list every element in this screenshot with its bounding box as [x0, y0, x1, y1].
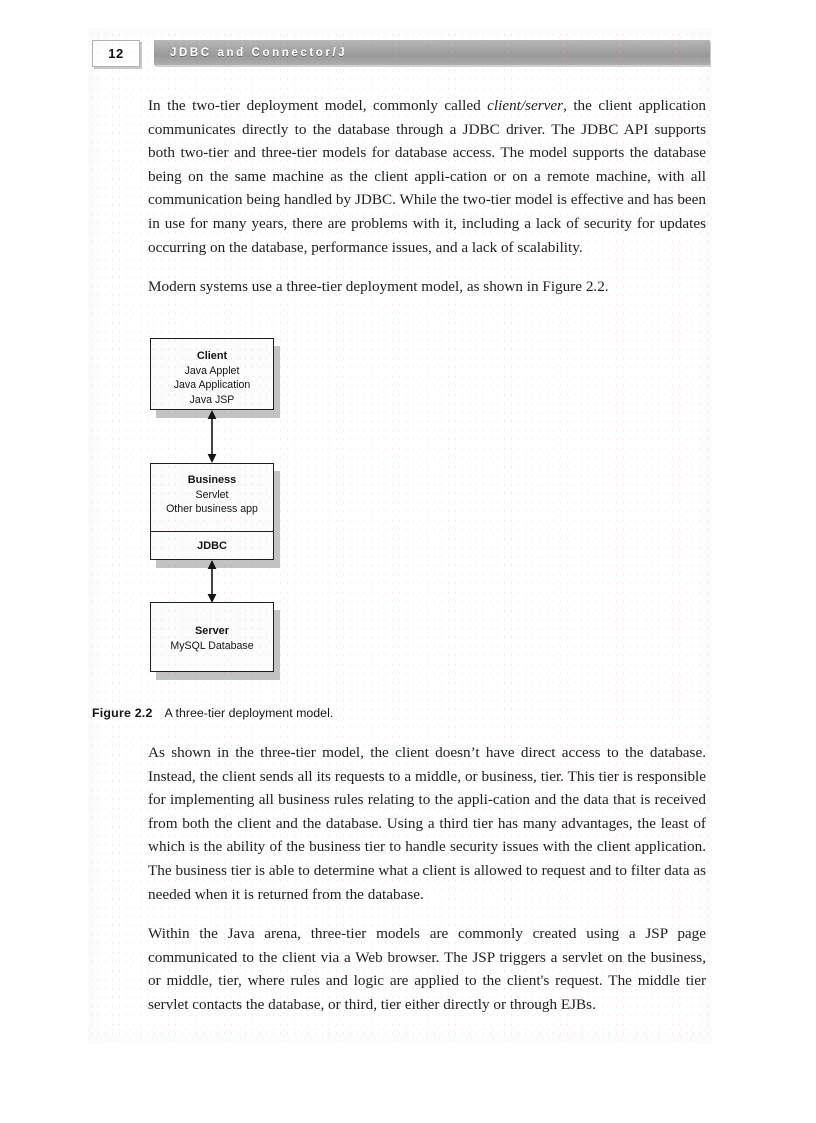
paragraph-2: Modern systems use a three-tier deployment model, as shown in Figure 2.2. [148, 278, 609, 296]
server-box-line-1: MySQL Database [170, 639, 254, 652]
business-box [150, 463, 274, 560]
server-box-title: Server [195, 625, 229, 637]
paragraph-1-italic-term: client/server [487, 97, 564, 114]
double-headed-arrow-icon [205, 560, 219, 603]
paragraph-1 [148, 94, 706, 259]
paragraph-4: Within the Java arena, three-tier models are commonly created using a JSP page communicated to the client via a Web browser. The JSP triggers a servlet on the business, or middle, tier, where rules and logic are applied to the client's request. The middle tier servlet contacts the database, or third, tier either directly or through EJBs. [148, 925, 706, 1013]
client-box-line-1: Java Applet [184, 364, 240, 377]
running-head [92, 40, 710, 66]
figure-caption [92, 706, 706, 720]
paragraph-1-before-italic: In the two-tier deployment model, commonly called [148, 97, 488, 114]
body-column-bottom [148, 741, 706, 1017]
jdbc-subsection-title: JDBC [197, 540, 227, 552]
figure-caption-text: A three-tier deployment model. [164, 706, 334, 720]
client-box-line-2: Java Application [173, 379, 251, 392]
business-box-title: Business [187, 474, 237, 486]
page-number-box [92, 40, 140, 67]
connector-business-server [205, 560, 219, 603]
business-box-line-1: Servlet [195, 488, 229, 501]
page-number: 12 [108, 46, 124, 61]
running-head-bar [154, 40, 710, 65]
running-head-title: JDBC and Connector/J [170, 46, 348, 59]
business-box-divider [150, 531, 274, 532]
client-box-title: Client [196, 350, 228, 362]
figure-2-2-diagram [148, 330, 706, 690]
paragraph-1-after-italic: , the client application communicates directly to the database through a JDBC driver. The JDBC API supports both two-tier and three-tier models for database access. The model supports the database being on the same machine as the client appli-cation or on a remote machine, with all communication being handled by JDBC. While the two-tier model is effective and has been in use for many years, there are problems with it, including a lack of security for updates occurring on the database, performance issues, and a lack of scalability. [148, 97, 707, 256]
body-column-top [148, 94, 706, 299]
figure-caption-label: Figure 2.2 [92, 706, 153, 720]
client-box-line-3: Java JSP [189, 393, 235, 406]
connector-client-business [205, 410, 219, 463]
server-box [150, 602, 274, 672]
client-box [150, 338, 274, 410]
double-headed-arrow-icon [205, 410, 219, 463]
business-box-line-2: Other business app [166, 503, 258, 516]
paragraph-3: As shown in the three-tier model, the client doesn’t have direct access to the database. Instead, the client sends all its requests to a middle, or business, tier. This tier is responsible for implementing all business rules relating to the appli-cation and the data that is received from both the client and the database. Using a third tier has many advantages, the least of which is the ability of the business tier to handle security issues with the client application. The business tier is able to determine what a client is allowed to request and to filter data as needed when it is returned from the database. [148, 744, 706, 903]
